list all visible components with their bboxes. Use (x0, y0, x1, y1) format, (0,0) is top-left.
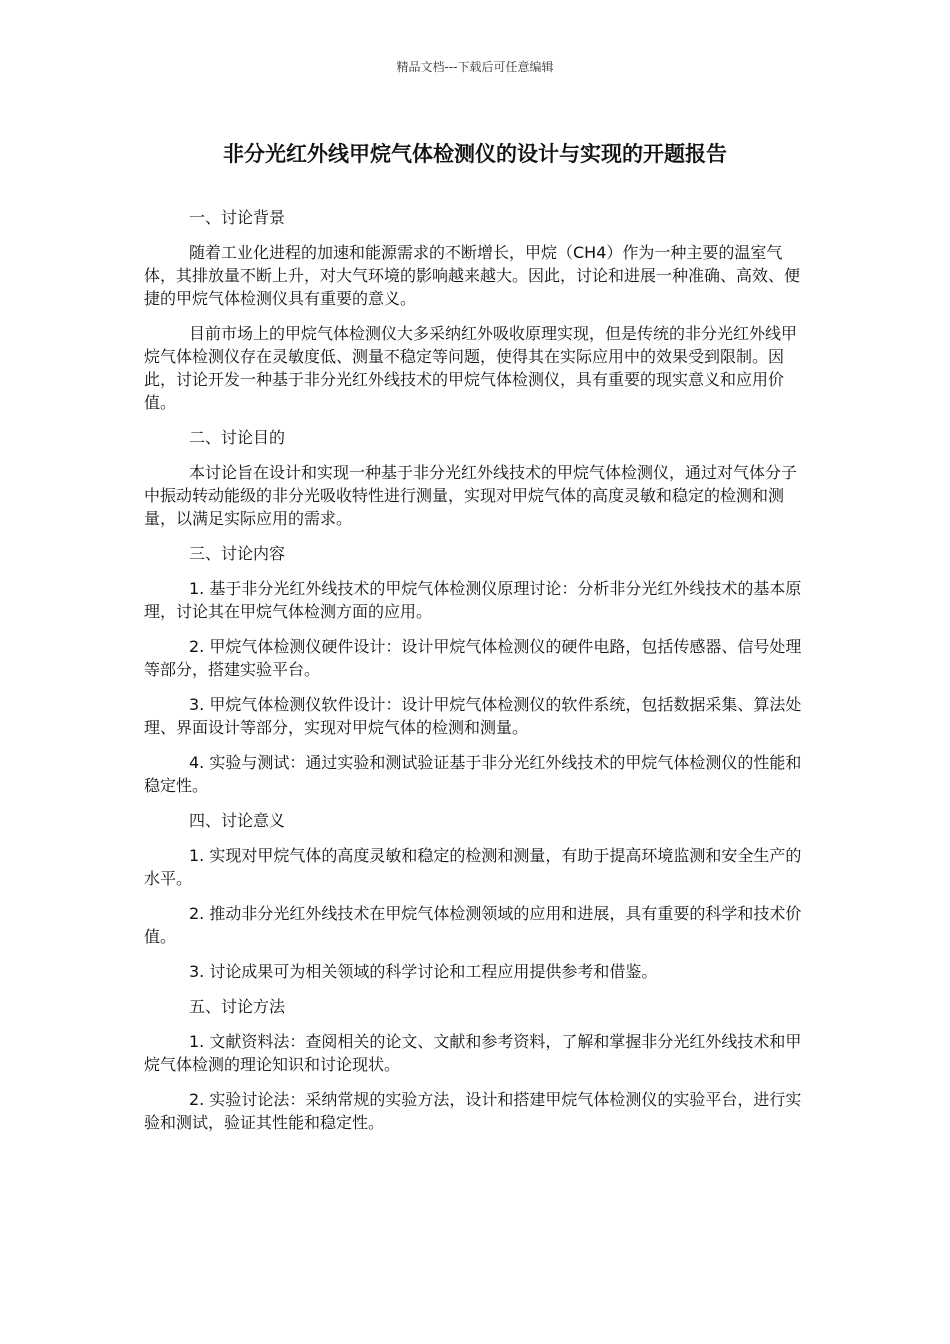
paragraph-background-1: 随着工业化进程的加速和能源需求的不断增长，甲烷（CH4）作为一种主要的温室气体，其排放量不断上升，对大气环境的影响越来越大。因此，讨论和进展一种准确、高效、便捷的甲烷气体检测仪具有重要的意义。 (144, 243, 801, 308)
list-item-content-1: 1. 基于非分光红外线技术的甲烷气体检测仪原理讨论：分析非分光红外线技术的基本原理，讨论其在甲烷气体检测方面的应用。 (144, 579, 802, 621)
list-item-methods-2: 2. 实验讨论法：采纳常规的实验方法，设计和搭建甲烷气体检测仪的实验平台，进行实验和测试，验证其性能和稳定性。 (144, 1090, 802, 1132)
list-item-content-2: 2. 甲烷气体检测仪硬件设计：设计甲烷气体检测仪的硬件电路，包括传感器、信号处理等部分，搭建实验平台。 (144, 637, 802, 679)
paragraph-background-2: 目前市场上的甲烷气体检测仪大多采纳红外吸收原理实现，但是传统的非分光红外线甲烷气体检测仪存在灵敏度低、测量不稳定等问题，使得其在实际应用中的效果受到限制。因此，讨论开发一种基于非分光红外线技术的甲烷气体检测仪，具有重要的现实意义和应用价值。 (144, 324, 798, 412)
section-heading-purpose: 二、讨论目的 (189, 428, 286, 447)
page-title: 非分光红外线甲烷气体检测仪的设计与实现的开题报告 (223, 142, 727, 166)
header-note: 精品文档---下载后可任意编辑 (396, 60, 554, 74)
list-item-significance-3: 3. 讨论成果可为相关领域的科学讨论和工程应用提供参考和借鉴。 (189, 962, 658, 981)
section-heading-methods: 五、讨论方法 (189, 997, 286, 1016)
list-item-content-3: 3. 甲烷气体检测仪软件设计：设计甲烷气体检测仪的软件系统，包括数据采集、算法处理、界面设计等部分，实现对甲烷气体的检测和测量。 (144, 695, 802, 737)
section-heading-content: 三、讨论内容 (189, 544, 286, 563)
section-heading-background: 一、讨论背景 (189, 208, 286, 227)
list-item-significance-1: 1. 实现对甲烷气体的高度灵敏和稳定的检测和测量，有助于提高环境监测和安全生产的水平。 (144, 846, 802, 888)
list-item-methods-1: 1. 文献资料法：查阅相关的论文、文献和参考资料，了解和掌握非分光红外线技术和甲烷气体检测的理论知识和讨论现状。 (144, 1032, 802, 1074)
list-item-content-4: 4. 实验与测试：通过实验和测试验证基于非分光红外线技术的甲烷气体检测仪的性能和稳定性。 (144, 753, 802, 795)
document-body (144, 206, 808, 1146)
list-item-significance-2: 2. 推动非分光红外线技术在甲烷气体检测领域的应用和进展，具有重要的科学和技术价值。 (144, 904, 802, 946)
section-heading-significance: 四、讨论意义 (189, 811, 286, 830)
paragraph-purpose: 本讨论旨在设计和实现一种基于非分光红外线技术的甲烷气体检测仪，通过对气体分子中振动转动能级的非分光吸收特性进行测量，实现对甲烷气体的高度灵敏和稳定的检测和测量，以满足实际应用的需求。 (144, 463, 798, 528)
